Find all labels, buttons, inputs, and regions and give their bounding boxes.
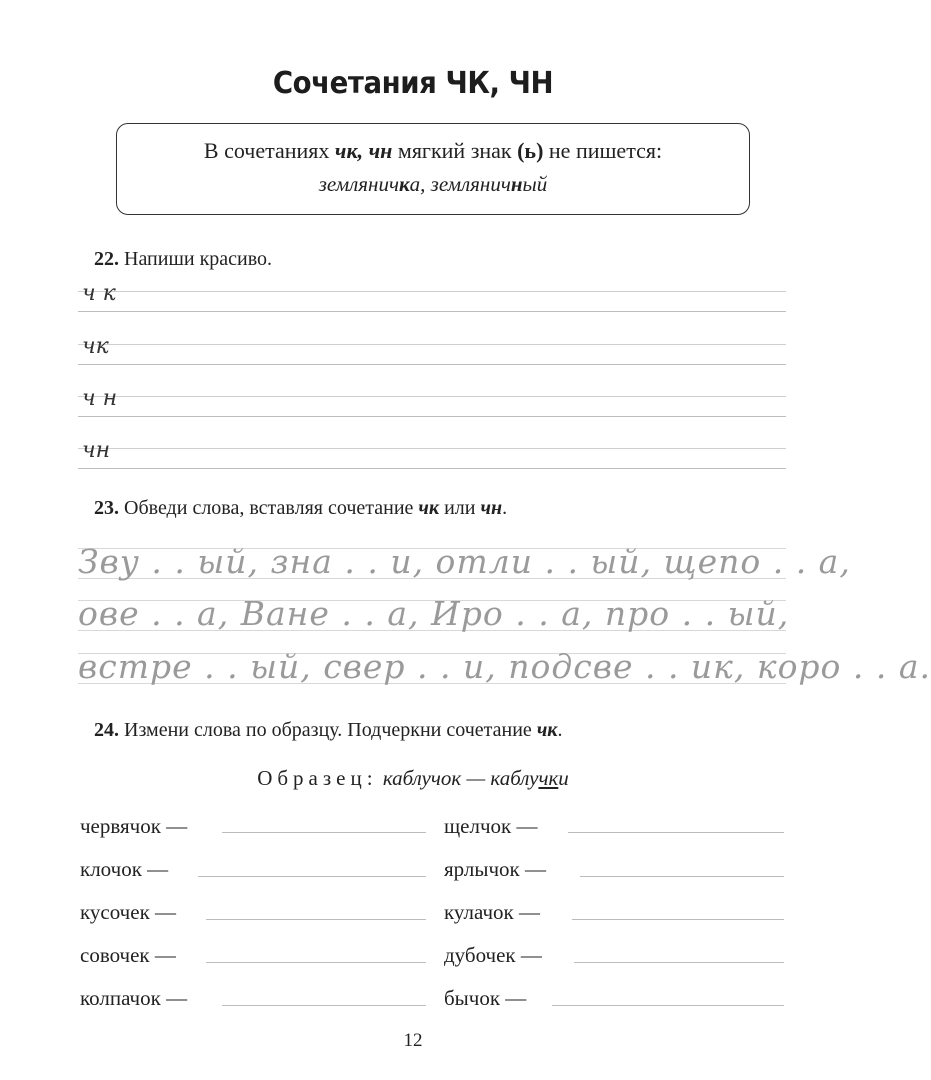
answer-line[interactable] bbox=[574, 962, 784, 963]
task-23-heading: 23. Обведи слова, вставляя сочетание чк или чн. bbox=[94, 497, 508, 519]
exercise-word: ярлычок — bbox=[444, 857, 546, 881]
writing-row[interactable] bbox=[78, 386, 786, 416]
exercise-word: щелчок — bbox=[444, 814, 538, 838]
rule-examples: земляничка, земляничный bbox=[318, 172, 548, 196]
trace-line[interactable] bbox=[78, 592, 790, 636]
rule-statement: В сочетаниях чк, чн мягкий знак (ь) не пишется: bbox=[203, 138, 663, 163]
exercise-word: червячок — bbox=[80, 814, 188, 838]
trace-line[interactable] bbox=[78, 540, 851, 584]
cursive-sample: чк bbox=[82, 334, 109, 359]
exercise-word: колпачок — bbox=[80, 986, 188, 1010]
answer-line[interactable] bbox=[222, 1005, 426, 1006]
answer-line[interactable] bbox=[198, 876, 426, 877]
writing-row[interactable] bbox=[78, 438, 786, 468]
answer-line[interactable] bbox=[206, 962, 426, 963]
cursive-sample: ч н bbox=[82, 386, 118, 411]
trace-words: ове . . а, Ване . . а, Иро . . а, про . . ый, bbox=[78, 594, 790, 633]
page-title: Сочетания ЧК, ЧН bbox=[272, 66, 554, 101]
answer-line[interactable] bbox=[222, 832, 426, 833]
answer-line[interactable] bbox=[206, 919, 426, 920]
answer-line[interactable] bbox=[552, 1005, 784, 1006]
cursive-sample: ч к bbox=[82, 281, 116, 306]
exercise-word: клочок — bbox=[80, 857, 169, 881]
sample-example: Образец: каблучок — каблучки bbox=[257, 766, 569, 790]
exercise-word: бычок — bbox=[444, 986, 527, 1010]
page-number: 12 bbox=[403, 1030, 423, 1051]
exercise-word: кусочек — bbox=[80, 900, 177, 924]
task-24-heading: 24. Измени слова по образцу. Подчеркни сочетание чк. bbox=[94, 719, 563, 741]
exercise-word: совочек — bbox=[80, 943, 176, 967]
cursive-sample: чн bbox=[82, 438, 111, 463]
trace-words: встре . . ый, свер . . и, подсве . . ик, коро . . а. bbox=[78, 647, 931, 686]
answer-line[interactable] bbox=[568, 832, 784, 833]
exercise-word: дубочек — bbox=[444, 943, 542, 967]
writing-row[interactable] bbox=[78, 334, 786, 364]
task-22-heading: 22. Напиши красиво. bbox=[94, 248, 273, 270]
rule-box bbox=[116, 123, 750, 215]
answer-line[interactable] bbox=[572, 919, 784, 920]
writing-row[interactable] bbox=[78, 281, 786, 311]
exercise-word: кулачок — bbox=[444, 900, 540, 924]
trace-line[interactable] bbox=[78, 645, 931, 689]
answer-line[interactable] bbox=[580, 876, 784, 877]
trace-words: Зву . . ый, зна . . и, отли . . ый, щепо . . а, bbox=[78, 542, 851, 581]
